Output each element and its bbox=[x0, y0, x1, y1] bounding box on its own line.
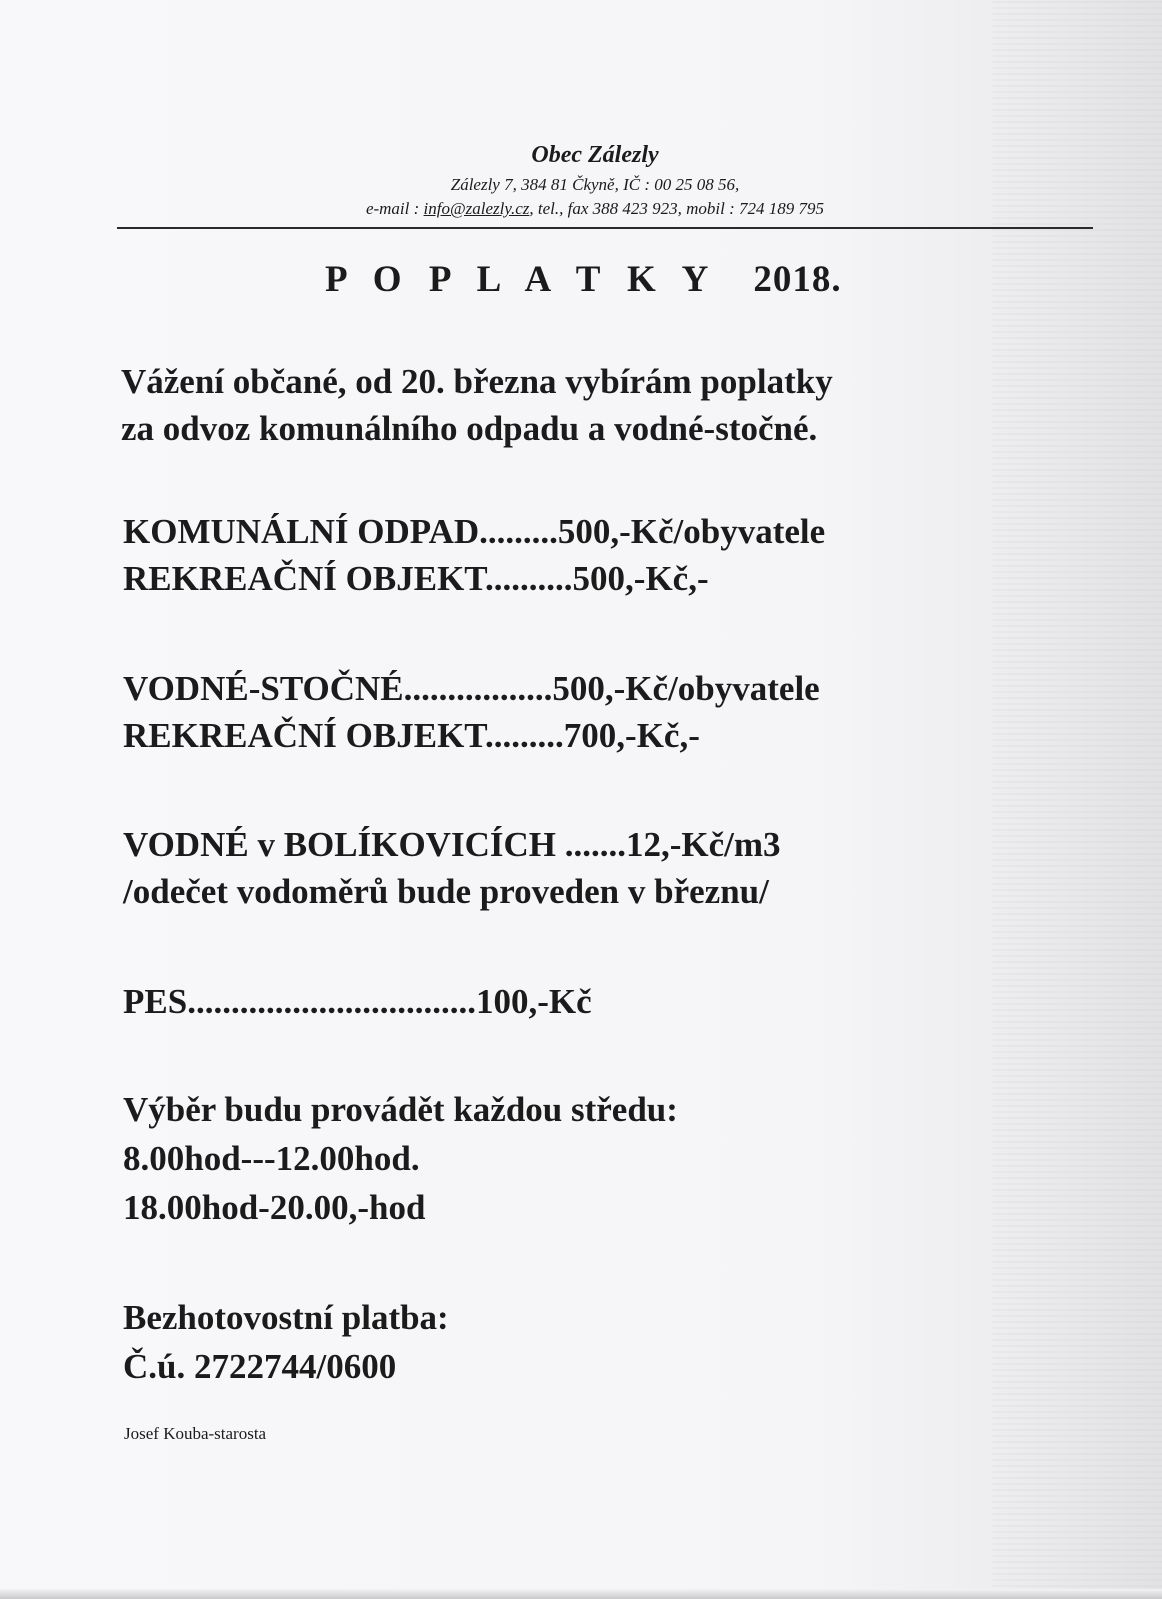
intro-line-1: Vážení občané, od 20. března vybírám poplatky bbox=[121, 362, 833, 401]
fee-waste-recreation: REKREAČNÍ OBJEKT..........500,-Kč,- bbox=[123, 559, 709, 598]
municipality-address: Zálezly 7, 384 81 Čkyně, IČ : 00 25 08 56, bbox=[450, 175, 740, 194]
municipality-name: Obec Zálezly bbox=[531, 142, 659, 168]
fee-water: VODNÉ-STOČNÉ.................500,-Kč/obyvatele bbox=[123, 669, 820, 708]
municipality-contact bbox=[14, 199, 1162, 219]
fee-water-recreation: REKREAČNÍ OBJEKT.........700,-Kč,- bbox=[123, 716, 700, 755]
fee-dog: PES.................................100,-Kč bbox=[123, 982, 592, 1021]
fee-water-bolikovice: VODNÉ v BOLÍKOVICÍCH .......12,-Kč/m3 bbox=[123, 825, 781, 864]
email-link[interactable]: info@zalezly.cz bbox=[423, 199, 530, 218]
page-title bbox=[325, 258, 842, 301]
bank-account: Č.ú. 2722744/0600 bbox=[123, 1347, 397, 1386]
title-year: 2018. bbox=[753, 259, 842, 300]
title-label: P O P L A T K Y bbox=[325, 259, 718, 300]
schedule-evening: 18.00hod-20.00,-hod bbox=[123, 1188, 426, 1227]
header-rule bbox=[117, 227, 1093, 229]
intro-line-2: za odvoz komunálního odpadu a vodné-stočné. bbox=[121, 409, 818, 448]
schedule-morning: 8.00hod---12.00hod. bbox=[123, 1139, 420, 1178]
meter-reading-note: /odečet vodoměrů bude proveden v březnu/ bbox=[123, 872, 769, 911]
schedule-heading: Výběr budu provádět každou středu: bbox=[123, 1090, 678, 1129]
scan-bottom-edge bbox=[0, 1589, 1162, 1599]
contact-suffix: , tel., fax 388 423 923, mobil : 724 189 795 bbox=[529, 199, 825, 218]
signature: Josef Kouba-starosta bbox=[124, 1424, 267, 1443]
contact-prefix: e-mail : bbox=[365, 199, 424, 218]
fee-waste: KOMUNÁLNÍ ODPAD.........500,-Kč/obyvatele bbox=[123, 512, 826, 551]
payment-heading: Bezhotovostní platba: bbox=[123, 1298, 449, 1337]
scan-shadow-edge bbox=[992, 0, 1162, 1599]
